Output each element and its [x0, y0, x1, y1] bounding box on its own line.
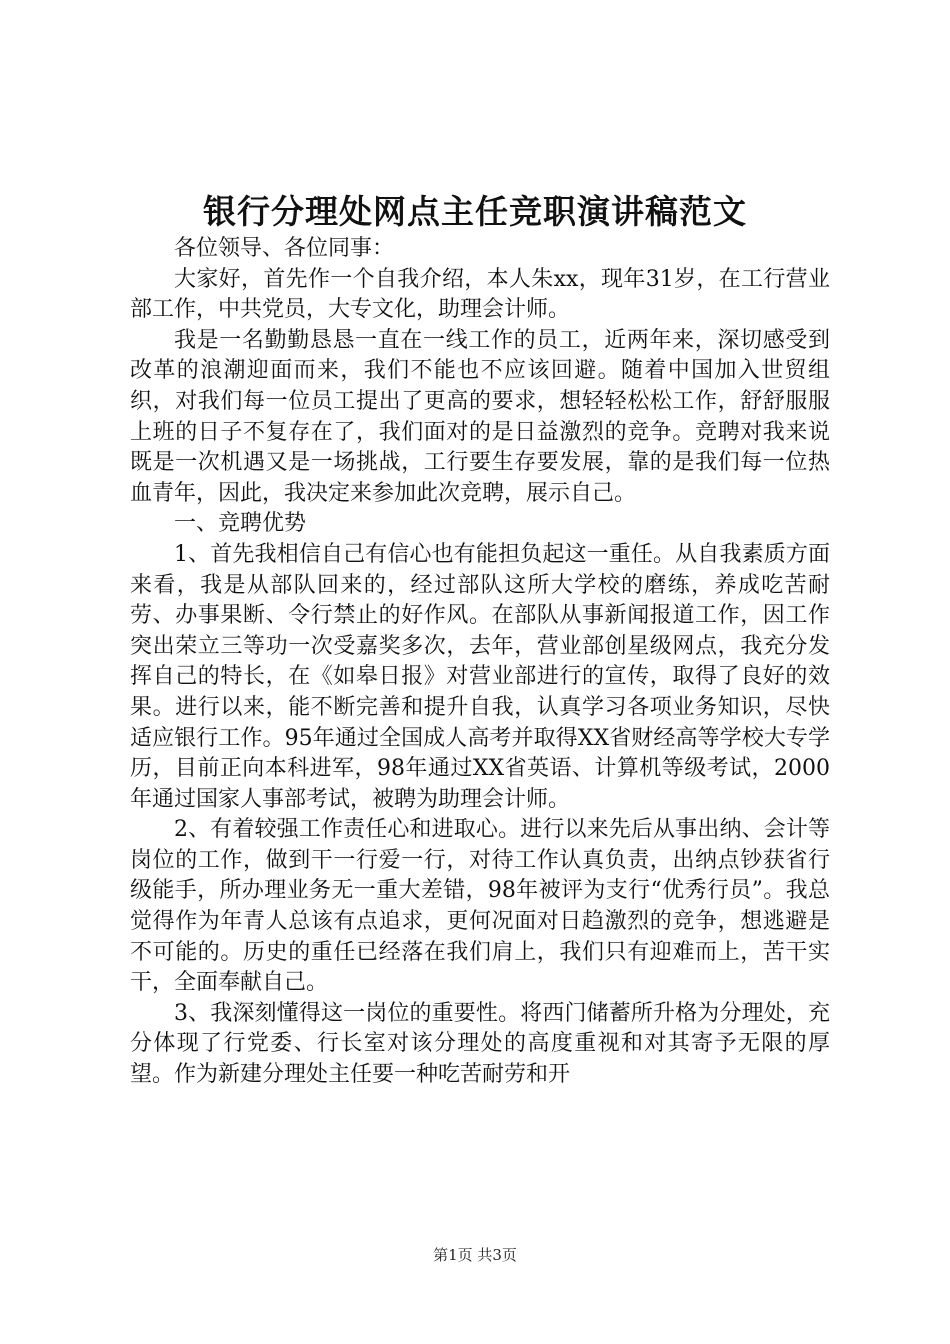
advantage-paragraph-3: 3、我深刻懂得这一岗位的重要性。将西门储蓄所升格为分理处，充分体现了行党委、行长室对该分理处的高度重视和对其寄予无限的厚望。作为新建分理处主任要一种吃苦耐劳和开	[130, 1000, 830, 1088]
page-footer: 第1页 共3页	[433, 1246, 517, 1264]
advantage-paragraph-2: 2、有着较强工作责任心和进取心。进行以来先后从事出纳、会计等岗位的工作，做到干一行爱一行，对待工作认真负责，出纳点钞获省行级能手，所办理业务无一重大差错，98年被评为支行“优秀行员”。我总觉得作为年青人总该有点追求，更何况面对日趋激烈的竞争，想逃避是不可能的。历史的重任已经落在我们肩上，我们只有迎难而上，苦干实干，全面奉献自己。	[130, 817, 830, 996]
motivation-paragraph: 我是一名勤勤恳恳一直在一线工作的员工，近两年来，深切感受到改革的浪潮迎面而来，我们不能也不应该回避。随着中国加入世贸组织，对我们每一位员工提出了更高的要求，想轻轻松松工作，舒舒服服上班的日子不复存在了，我们面对的是日益激烈的竞争。竞聘对我来说既是一次机遇又是一场挑战，工行要生存要发展，靠的是我们每一位热血青年，因此，我决定来参加此次竞聘，展示自己。	[130, 327, 830, 506]
document-title: 银行分理处网点主任竞职演讲稿范文	[203, 192, 747, 231]
section-heading: 一、竞聘优势	[174, 511, 307, 537]
salutation-paragraph: 各位领导、各位同事：	[174, 236, 395, 261]
introduction-paragraph: 大家好，首先作一个自我介绍，本人朱xx，现年31岁，在工行营业部工作，中共党员，大专文化，助理会计师。	[130, 266, 830, 323]
document-body	[130, 234, 830, 1091]
advantage-paragraph-1: 1、首先我相信自己有信心也有能担负起这一重任。从自我素质方面来看，我是从部队回来的，经过部队这所大学校的磨练，养成吃苦耐劳、办事果断、令行禁止的好作风。在部队从事新闻报道工作，因工作突出荣立三等功一次受嘉奖多次，去年，营业部创星级网点，我充分发挥自己的特长，在《如皋日报》对营业部进行的宣传，取得了良好的效果。进行以来，能不断完善和提升自我，认真学习各项业务知识，尽快适应银行工作。95年通过全国成人高考并取得XX省财经高等学校大专学历，目前正向本科进军，98年通过XX省英语、计算机等级考试，2000年通过国家人事部考试，被聘为助理会计师。	[130, 541, 830, 812]
